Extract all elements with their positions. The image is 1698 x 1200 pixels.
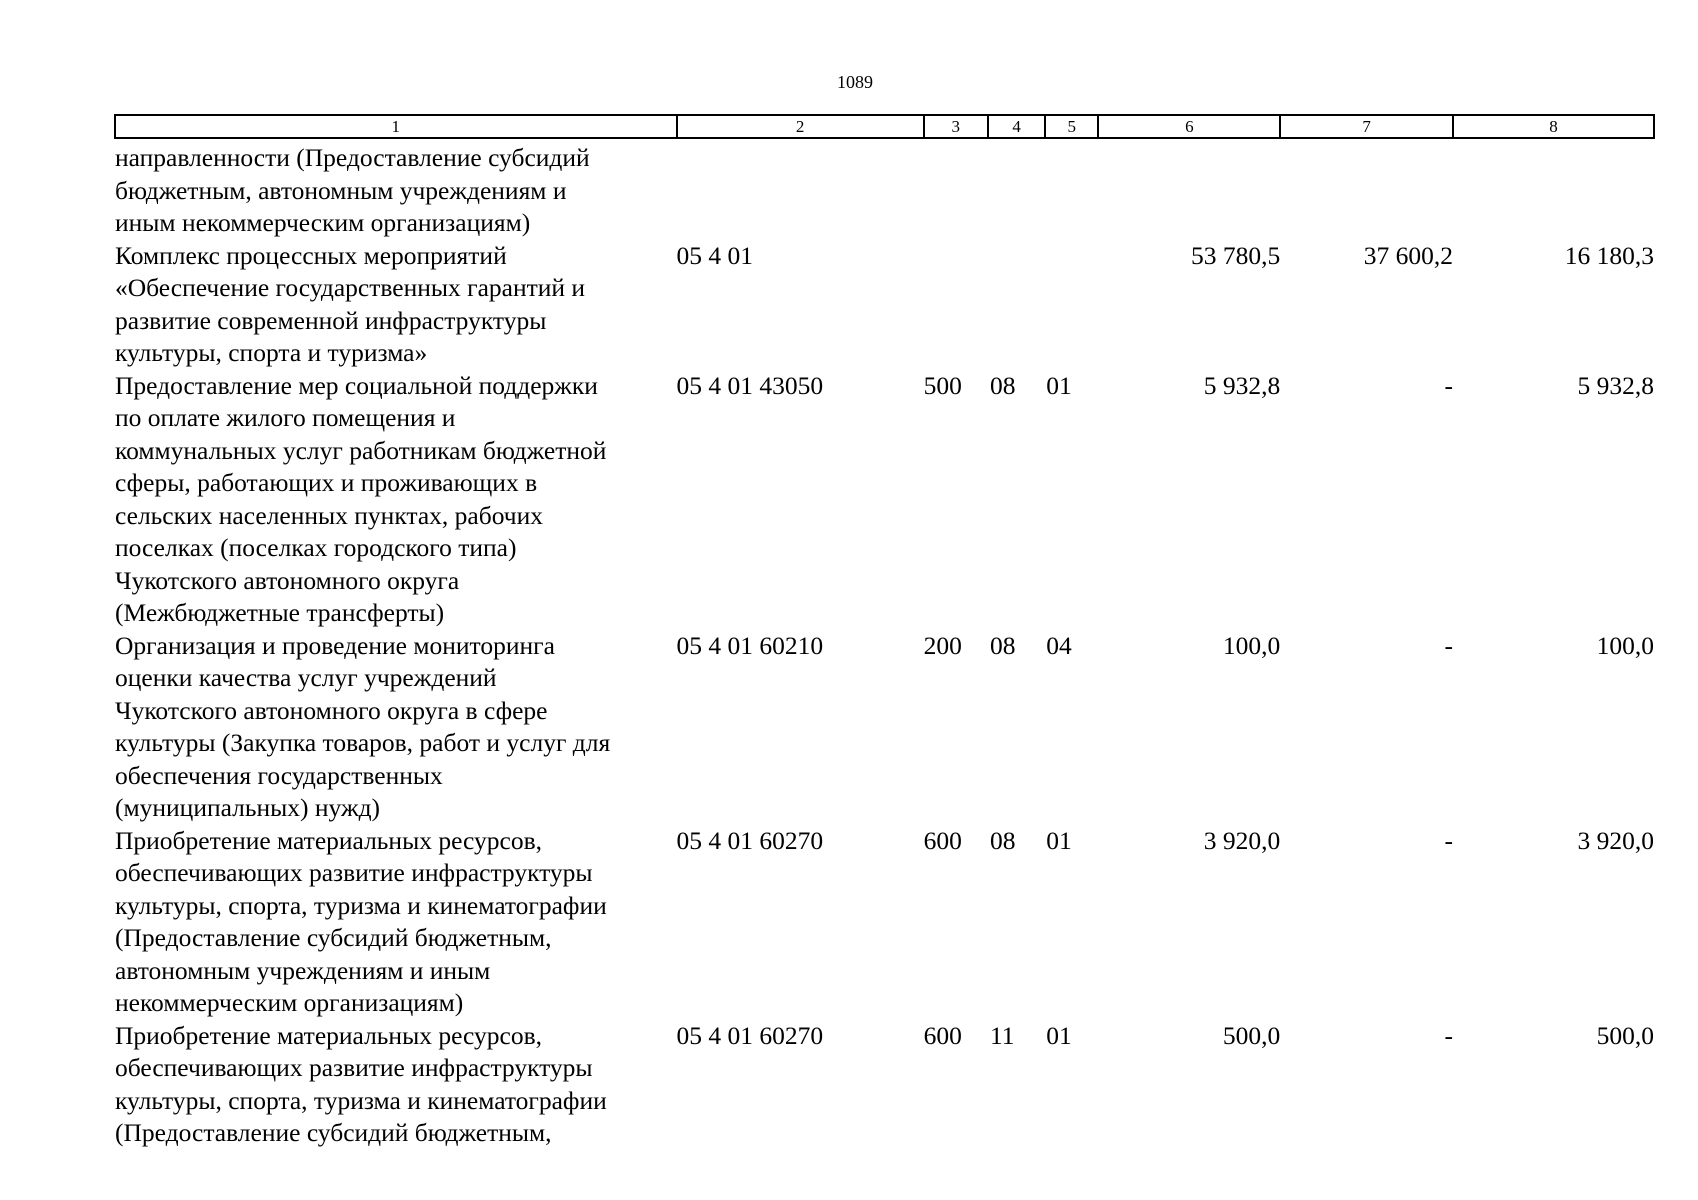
column-header: 7	[1280, 115, 1453, 138]
row-description: Приобретение материальных ресурсов, обеспечивающих развитие инфраструктуры культуры, спорта, туризма и кинематографии (Предоставление субсидий бюджетным, автономным учреждениям и иным некоммерческим организациям)	[115, 825, 607, 1017]
row-column-8	[1453, 138, 1654, 240]
row-subsection	[1045, 138, 1098, 240]
row-expense-type: 600	[923, 1020, 962, 1050]
row-target-code: 05 4 01 60210	[676, 630, 824, 660]
row-expense-type	[924, 240, 988, 370]
row-column-8: 16 180,3	[1564, 240, 1654, 270]
row-section: 08	[989, 370, 1016, 400]
row-target-code: 05 4 01 43050	[676, 370, 824, 400]
column-number-row	[115, 115, 1654, 138]
table-row	[115, 825, 1654, 1020]
row-column-7	[1280, 138, 1453, 240]
row-target-code: 05 4 01 60270	[676, 1020, 824, 1050]
column-header: 6	[1098, 115, 1280, 138]
row-column-8: 500,0	[1596, 1020, 1654, 1050]
row-column-7: 37 600,2	[1363, 240, 1454, 270]
table-row	[115, 138, 1654, 240]
table-row	[115, 630, 1654, 825]
row-expense-type: 600	[923, 825, 962, 855]
table-row	[115, 1020, 1654, 1150]
row-target-code: 05 4 01	[676, 240, 754, 270]
row-description: Приобретение материальных ресурсов, обеспечивающих развитие инфраструктуры культуры, спорта, туризма и кинематографии (Предоставление субсидий бюджетным,	[115, 1020, 607, 1147]
row-description: Организация и проведение мониторинга оценки качества услуг учреждений Чукотского автономного округа в сфере культуры (Закупка товаров, работ и услуг для обеспечения государственных (муниципальных) нужд)	[115, 630, 611, 822]
row-expense-type: 200	[923, 630, 962, 660]
row-description: направленности (Предоставление субсидий бюджетным, автономным учреждениям и иным некоммерческим организациям)	[115, 143, 590, 237]
row-section	[988, 240, 1045, 370]
row-expense-type	[924, 138, 988, 240]
row-total: 100,0	[1222, 630, 1281, 660]
row-target-code: 05 4 01 60270	[676, 825, 824, 855]
column-header: 1	[115, 115, 677, 138]
row-total: 500,0	[1222, 1020, 1281, 1050]
column-header: 4	[988, 115, 1045, 138]
row-target-code	[677, 138, 924, 240]
row-column-7: -	[1444, 370, 1454, 400]
row-subsection: 01	[1046, 1020, 1072, 1050]
page-number: 1089	[837, 72, 873, 92]
row-column-7: -	[1444, 825, 1454, 855]
row-column-7: -	[1444, 1020, 1454, 1050]
column-header: 5	[1045, 115, 1098, 138]
table-row	[115, 240, 1654, 370]
budget-table	[114, 114, 1655, 1150]
row-section: 11	[989, 1020, 1015, 1050]
row-description: Комплекс процессных мероприятий «Обеспечение государственных гарантий и развитие современной инфраструктуры культуры, спорта и туризма»	[115, 240, 586, 367]
row-expense-type: 500	[923, 370, 962, 400]
row-column-8: 100,0	[1596, 630, 1654, 660]
row-total	[1098, 138, 1280, 240]
row-section: 08	[989, 630, 1016, 660]
row-section: 08	[989, 825, 1016, 855]
row-column-8: 3 920,0	[1577, 825, 1654, 855]
row-total: 5 932,8	[1203, 370, 1281, 400]
row-subsection	[1045, 240, 1098, 370]
row-subsection: 04	[1046, 630, 1072, 660]
column-header: 8	[1453, 115, 1654, 138]
row-column-7: -	[1444, 630, 1454, 660]
row-column-8: 5 932,8	[1577, 370, 1654, 400]
row-total: 53 780,5	[1190, 240, 1281, 270]
row-subsection: 01	[1046, 825, 1072, 855]
row-section	[988, 138, 1045, 240]
table-row	[115, 370, 1654, 630]
row-description: Предоставление мер социальной поддержки по оплате жилого помещения и коммунальных услуг работникам бюджетной сферы, работающих и проживающих в сельских населенных пунктах, рабочих поселках (поселках городского типа) Чукотского автономного округа (Межбюджетные трансферты)	[115, 370, 607, 627]
column-header: 2	[677, 115, 924, 138]
row-total: 3 920,0	[1203, 825, 1281, 855]
row-subsection: 01	[1046, 370, 1072, 400]
column-header: 3	[924, 115, 988, 138]
